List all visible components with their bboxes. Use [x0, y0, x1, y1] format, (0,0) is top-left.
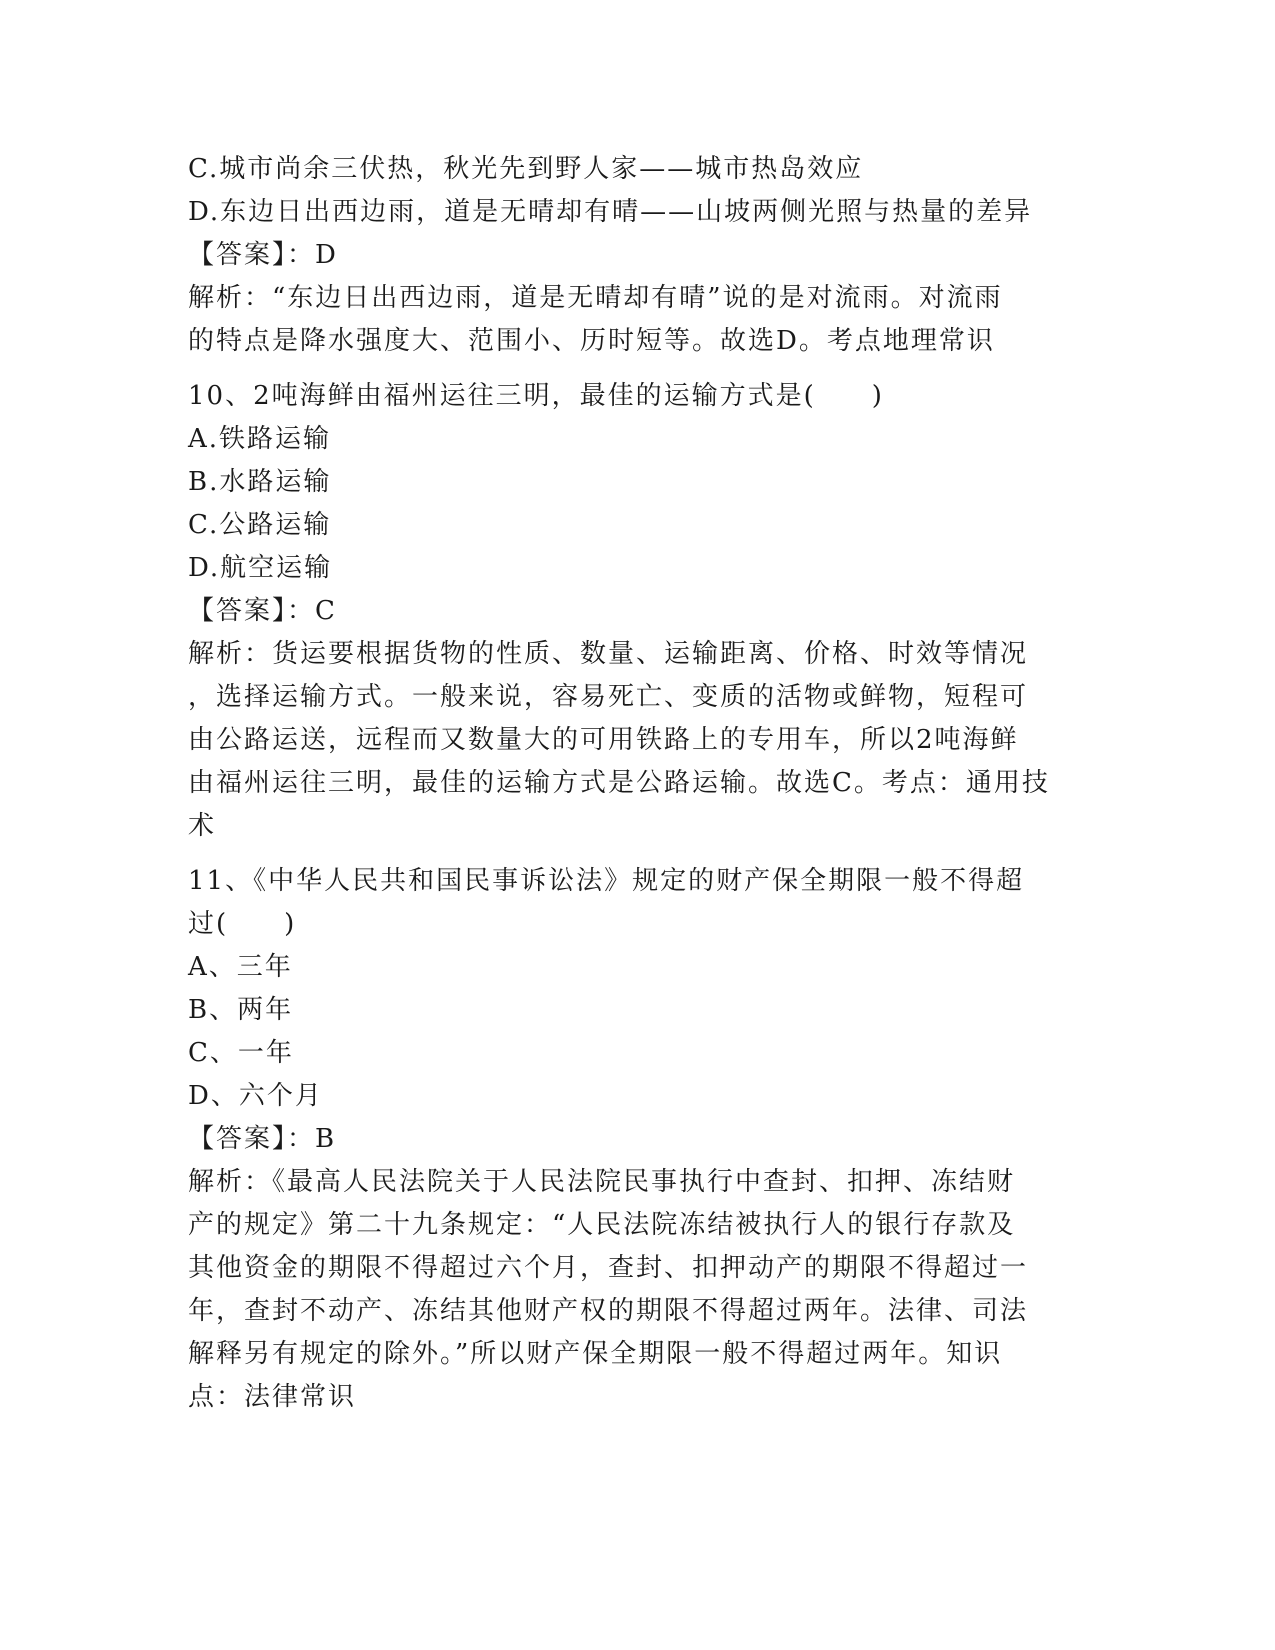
- q11-question-line: 过( ): [188, 909, 297, 939]
- q11-analysis-line: 点：法律常识: [188, 1382, 357, 1412]
- q9-answer: 【答案】：D: [188, 240, 338, 270]
- q10-analysis-line: 由公路运送，远程而又数量大的可用铁路上的专用车，所以2吨海鲜: [188, 725, 1019, 755]
- q10-analysis-line: 解析：货运要根据货物的性质、数量、运输距离、价格、时效等情况: [188, 639, 1029, 669]
- q10-question: 10、2吨海鲜由福州运往三明，最佳的运输方式是( ): [188, 381, 884, 411]
- spacer: [188, 848, 1088, 860]
- q11-option-c: C、一年: [188, 1038, 294, 1068]
- q9-option-d: D.东边日出西边雨，道是无晴却有晴——山坡两侧光照与热量的差异: [188, 197, 1033, 227]
- q10-option-c: C.公路运输: [188, 510, 332, 540]
- q9-analysis-line: 解析：“东边日出西边雨，道是无晴却有晴”说的是对流雨。对流雨: [188, 283, 1003, 313]
- q10-option-b: B.水路运输: [188, 467, 332, 497]
- q11-option-a: A、三年: [188, 952, 293, 982]
- q10-option-a: A.铁路运输: [188, 424, 332, 454]
- document-content: [188, 148, 1088, 1419]
- q11-analysis-line: 其他资金的期限不得超过六个月，查封、扣押动产的期限不得超过一: [188, 1253, 1029, 1283]
- q10-analysis-line: ，选择运输方式。一般来说，容易死亡、变质的活物或鲜物，短程可: [188, 682, 1029, 712]
- q10-answer: 【答案】：C: [188, 596, 337, 626]
- q9-analysis-line: 的特点是降水强度大、范围小、历时短等。故选D。考点地理常识: [188, 326, 995, 356]
- q11-analysis-line: 年，查封不动产、冻结其他财产权的期限不得超过两年。法律、司法: [188, 1296, 1029, 1326]
- q11-analysis-line: 解释另有规定的除外。”所以财产保全期限一般不得超过两年。知识: [188, 1339, 1003, 1369]
- q10-analysis-line: 由福州运往三明，最佳的运输方式是公路运输。故选C。考点：通用技: [188, 768, 1050, 798]
- q11-question-line: 11、《中华人民共和国民事诉讼法》规定的财产保全期限一般不得超: [188, 866, 1025, 896]
- spacer: [188, 363, 1088, 375]
- q9-option-c: C.城市尚余三伏热，秋光先到野人家——城市热岛效应: [188, 154, 864, 184]
- q10-analysis-line: 术: [188, 811, 217, 841]
- q11-answer: 【答案】：B: [188, 1124, 337, 1154]
- q11-analysis-line: 解析：《最高人民法院关于人民法院民事执行中查封、扣押、冻结财: [188, 1167, 1016, 1197]
- q10-option-d: D.航空运输: [188, 553, 333, 583]
- q11-option-b: B、两年: [188, 995, 294, 1025]
- q11-analysis-line: 产的规定》第二十九条规定：“人民法院冻结被执行人的银行存款及: [188, 1210, 1016, 1240]
- q11-option-d: D、六个月: [188, 1081, 323, 1111]
